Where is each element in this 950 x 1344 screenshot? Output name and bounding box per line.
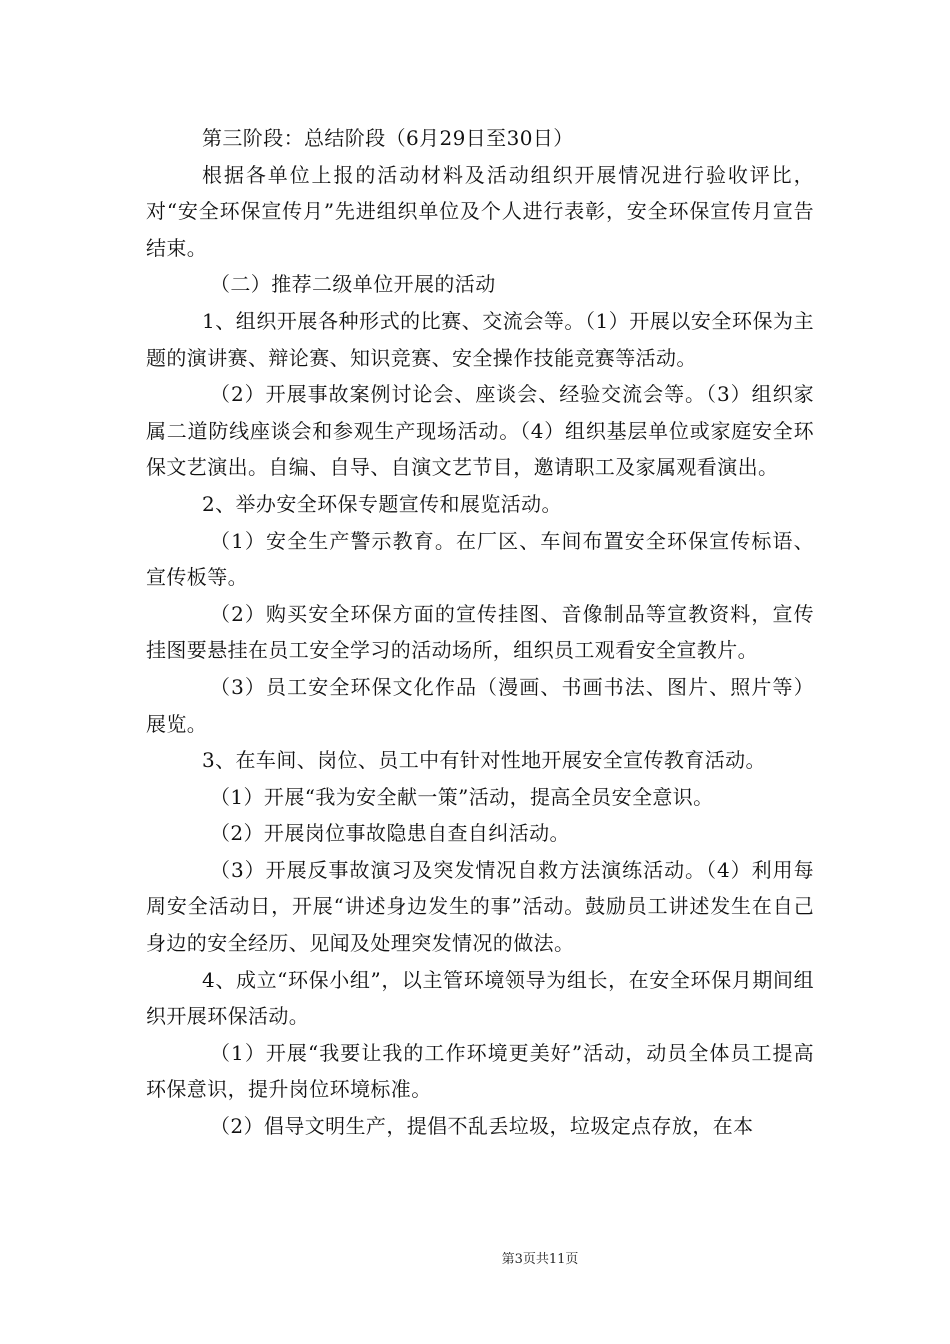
document-body <box>146 120 814 1145</box>
paragraph-item-1: 1、组织开展各种形式的比赛、交流会等。（1）开展以安全环保为主题的演讲赛、辩论赛、知识竞赛、安全操作技能竞赛等活动。 <box>146 308 814 370</box>
paragraph-item-3-sub-3: （3）开展反事故演习及突发情况自救方法演练活动。（4）利用每周安全活动日，开展“讲述身边发生的事”活动。鼓励员工讲述发生在自己身边的安全经历、见闻及处理突发情况的做法。 <box>146 857 814 956</box>
paragraph-evaluation: 根据各单位上报的活动材料及活动组织开展情况进行验收评比，对“安全环保宣传月”先进组织单位及个人进行表彰，安全环保宣传月宣告结束。 <box>146 162 814 260</box>
paragraph-item-2-sub-2: （2）购买安全环保方面的宣传挂图、音像制品等宣教资料，宣传挂图要悬挂在员工安全学习的活动场所，组织员工观看安全宣教片。 <box>146 601 814 663</box>
paragraph-item-3: 3、在车间、岗位、员工中有针对性地开展安全宣传教育活动。 <box>202 748 766 773</box>
page-number-label: 第3页共11页 <box>501 1252 579 1267</box>
paragraph-item-4-sub-1: （1）开展“我要让我的工作环境更美好”活动，动员全体员工提高环保意识，提升岗位环境标准。 <box>146 1040 814 1102</box>
paragraph-item-3-sub-1: （1）开展“我为安全献一策”活动，提高全员安全意识。 <box>210 784 714 809</box>
paragraph-item-2-sub-3: （3）员工安全环保文化作品（漫画、书画书法、图片、照片等）展览。 <box>146 674 814 736</box>
paragraph-item-2: 2、举办安全环保专题宣传和展览活动。 <box>202 491 562 516</box>
paragraph-item-3-sub-2: （2）开展岗位事故隐患自查自纠活动。 <box>210 821 570 846</box>
paragraph-item-4: 4、成立“环保小组”，以主管环境领导为组长，在安全环保月期间组织开展环保活动。 <box>146 967 814 1029</box>
paragraph-item-4-sub-2: （2）倡导文明生产，提倡不乱丢垃圾，垃圾定点存放，在本 <box>210 1114 754 1139</box>
paragraph-stage-three: 第三阶段：总结阶段（6月29日至30日） <box>202 126 574 150</box>
page-footer <box>0 1248 950 1267</box>
paragraph-item-1-sub: （2）开展事故案例讨论会、座谈会、经验交流会等。（3）组织家属二道防线座谈会和参观生产现场活动。（4）组织基层单位或家庭安全环保文艺演出。自编、自导、自演文艺节目，邀请职工及家属观看演出。 <box>146 382 814 480</box>
section-heading-recommended-activities: （二）推荐二级单位开展的活动 <box>210 272 496 297</box>
paragraph-item-2-sub-1: （1）安全生产警示教育。在厂区、车间布置安全环保宣传标语、宣传板等。 <box>146 528 814 590</box>
